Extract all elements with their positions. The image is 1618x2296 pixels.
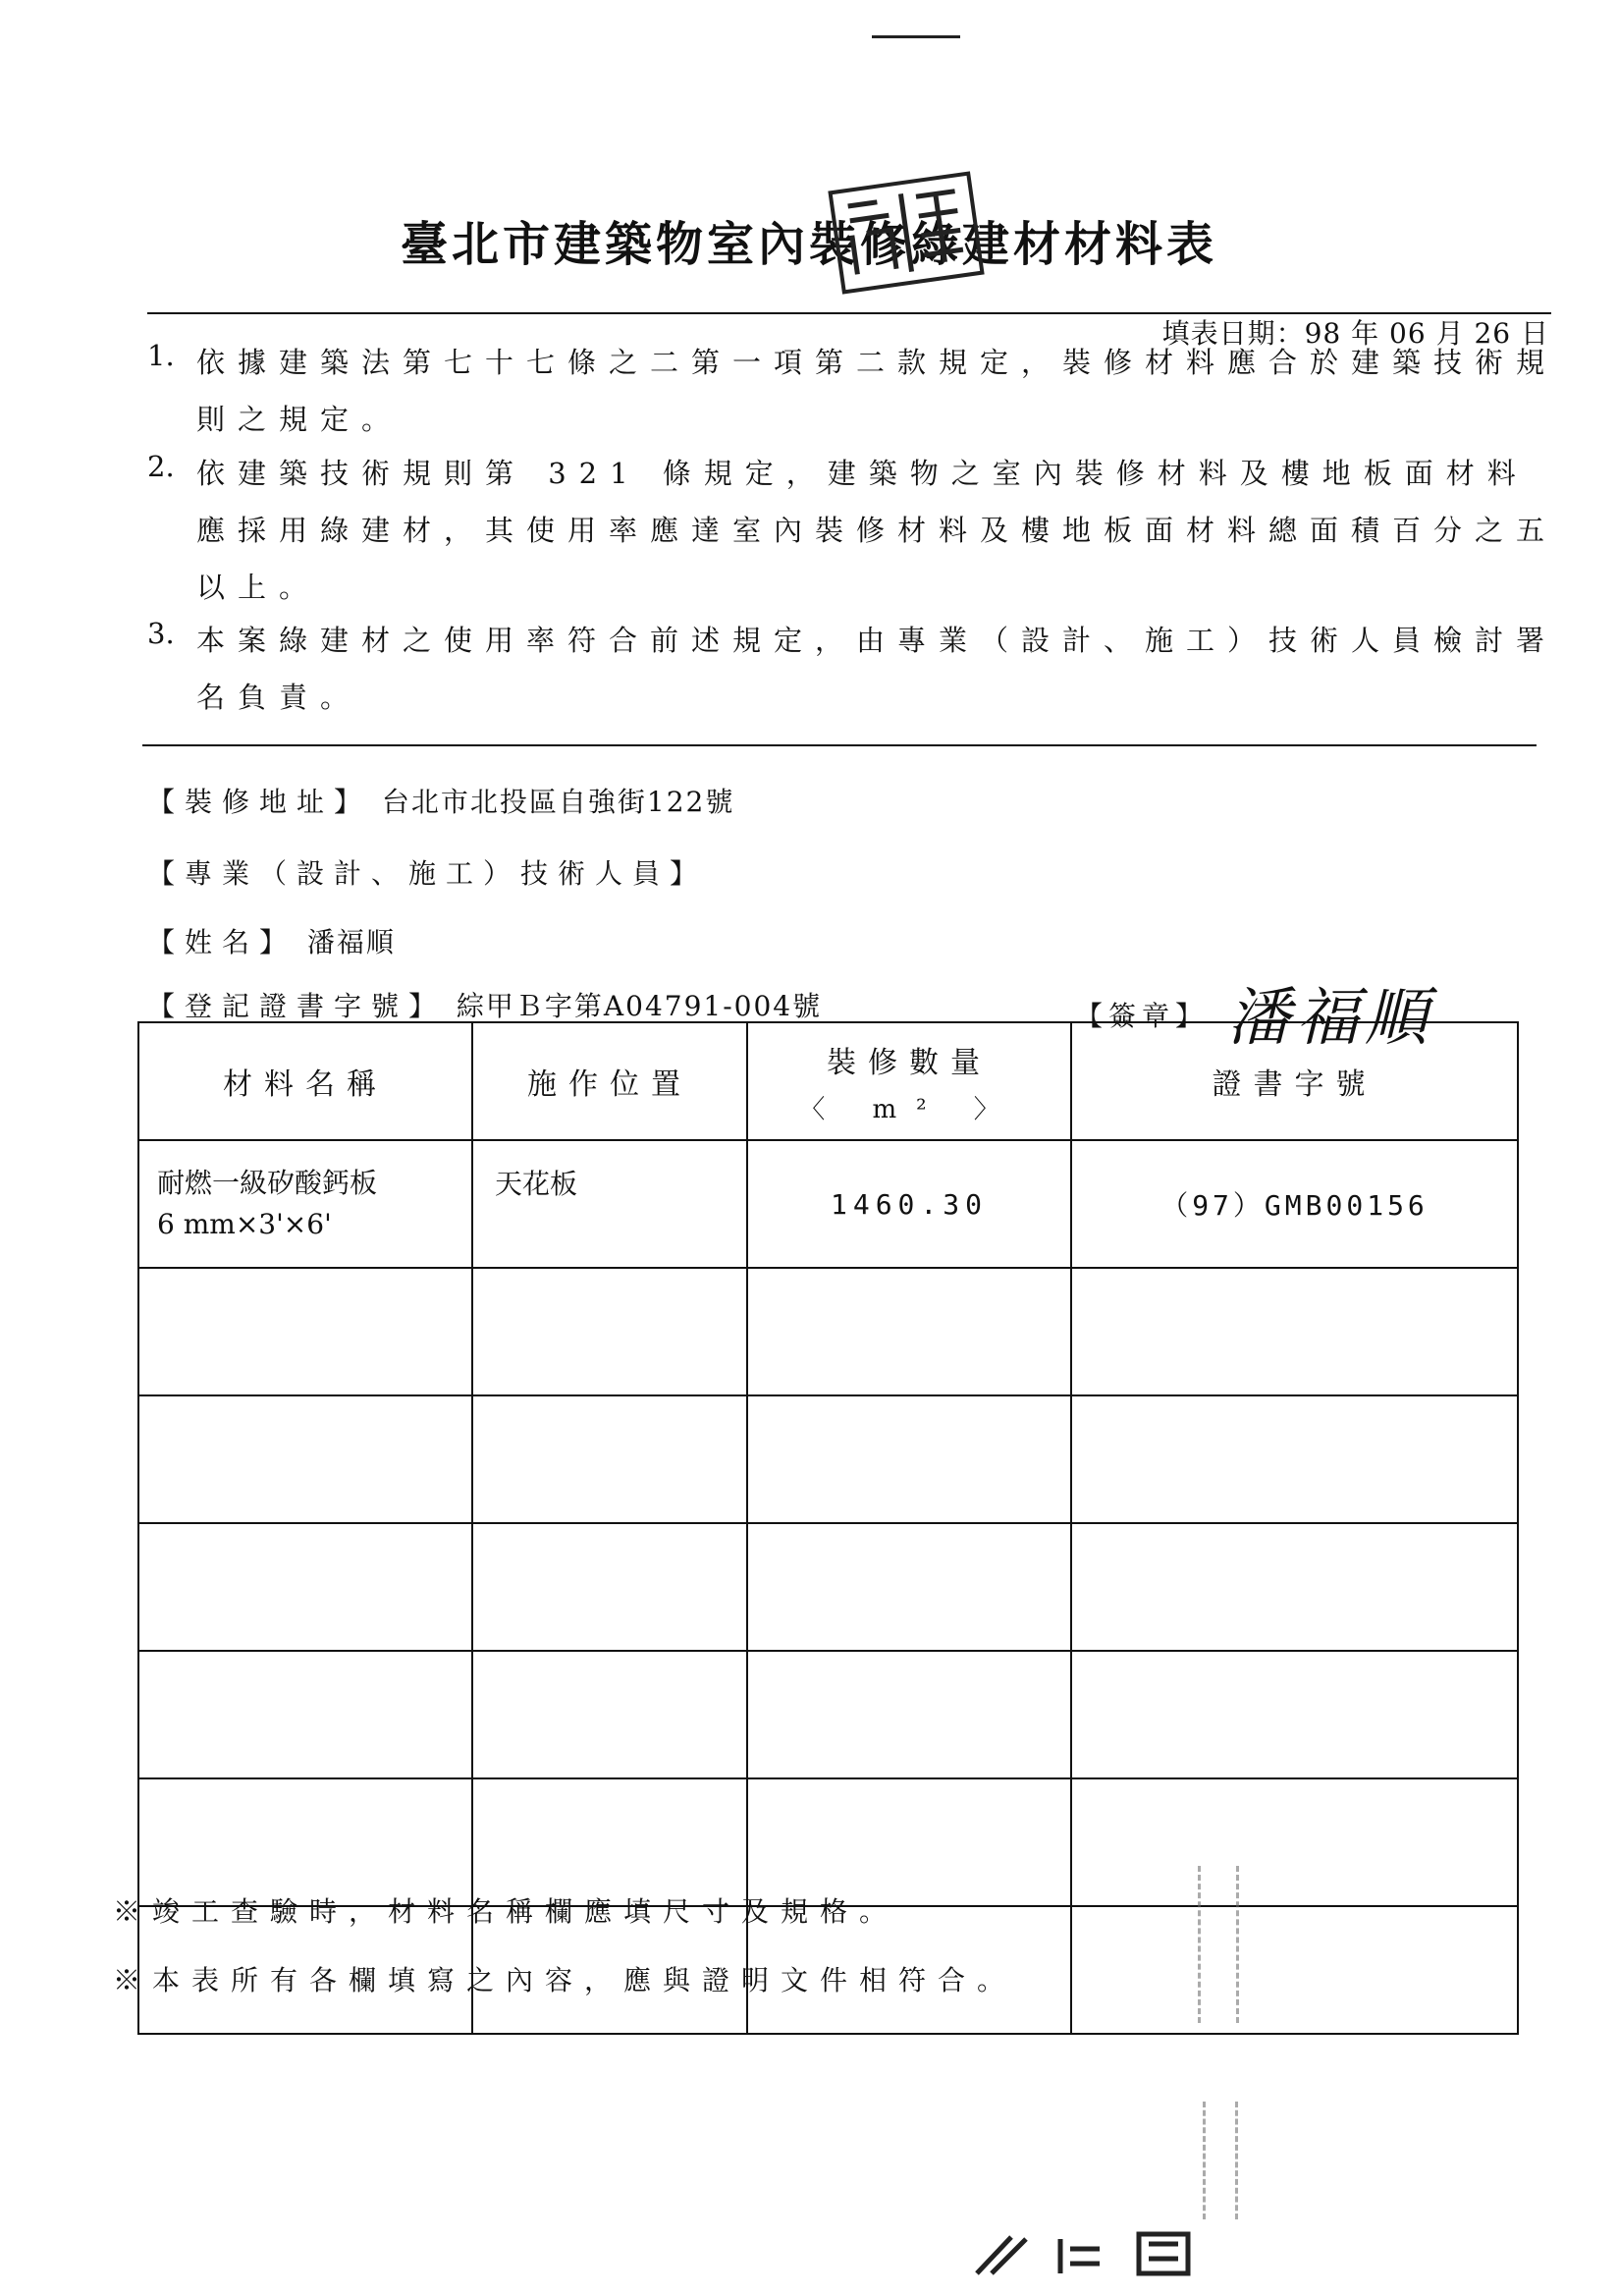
cell-quantity: 1460.30	[747, 1140, 1071, 1268]
header-quantity-unit: 〈 m² 〉	[799, 1094, 1019, 1124]
cell-location: 天花板	[472, 1140, 747, 1268]
address-value: 台北市北投區自強街122號	[381, 786, 735, 818]
materials-table	[137, 1021, 1519, 2035]
cell-cert-no	[1071, 1395, 1518, 1523]
note-text: 依據建築法第七十七條之二第一項第二款規定，裝修材料應合於建築技術規則之規定。	[196, 346, 1558, 436]
cell-material	[138, 1268, 472, 1395]
note-number: 1.	[147, 339, 175, 372]
notes-divider	[142, 744, 1537, 746]
cell-material	[138, 1523, 472, 1651]
header-location: 施作位置	[472, 1022, 747, 1140]
cell-cert-no	[1071, 1651, 1518, 1778]
table-row	[138, 1140, 1518, 1268]
table-row	[138, 1778, 1518, 1906]
header-quantity	[747, 1022, 1071, 1140]
cell-material	[138, 1140, 472, 1268]
cell-location	[472, 1523, 747, 1651]
header-cert-no: 證書字號	[1071, 1022, 1518, 1140]
cell-quantity	[747, 1268, 1071, 1395]
official-seal	[826, 169, 987, 297]
page-title: 臺北市建築物室內裝修綠建材材料表	[400, 217, 1217, 272]
address-label: 【裝修地址】	[147, 786, 372, 818]
professional-field	[147, 852, 707, 892]
signature-label: 【簽章】	[1075, 1000, 1210, 1032]
edge-stamp-mark	[1203, 2102, 1238, 2219]
footnote: ※竣工查驗時，材料名稱欄應填尺寸及規格。	[113, 1895, 899, 1928]
cell-material	[138, 1395, 472, 1523]
cell-material	[138, 1651, 472, 1778]
note-text: 本案綠建材之使用率符合前述規定，由專業（設計、施工）技術人員檢討署名負責。	[196, 624, 1558, 714]
fill-date: 填表日期：98 年 06 月 26 日	[1161, 317, 1549, 350]
cell-location	[472, 1651, 747, 1778]
scan-mark	[872, 35, 960, 38]
cell-cert-no	[1071, 1268, 1518, 1395]
footnote: ※本表所有各欄填寫之內容，應與證明文件相符合。	[113, 1964, 1017, 1996]
cell-quantity	[747, 1778, 1071, 1906]
cell-cert-no: （97）GMB00156	[1071, 1140, 1518, 1268]
cell-location	[472, 1268, 747, 1395]
edge-stamp-mark	[1198, 1866, 1239, 2023]
table-row	[138, 1651, 1518, 1778]
cert-value: 綜甲Ｂ字第A04791-004號	[456, 990, 823, 1022]
name-label: 【姓名】	[147, 926, 297, 958]
cell-location	[472, 1778, 747, 1906]
cell-cert-no	[1071, 1778, 1518, 1906]
top-divider	[147, 312, 1551, 314]
note-number: 3.	[147, 617, 175, 650]
name-value: 潘福順	[306, 926, 396, 958]
table-row	[138, 1268, 1518, 1395]
header-quantity-label: 裝修數量	[827, 1045, 992, 1080]
cert-field	[147, 985, 822, 1024]
professional-label: 【專業（設計、施工）技術人員】	[147, 857, 708, 890]
cell-cert-no	[1071, 1523, 1518, 1651]
cell-location	[472, 1395, 747, 1523]
material-line1: 耐燃一級矽酸鈣板	[157, 1167, 378, 1199]
signature-handwritten: 潘福順	[1227, 982, 1433, 1055]
cert-label: 【登記證書字號】	[147, 990, 447, 1022]
material-line2: 6 mm×3'×6'	[157, 1208, 332, 1240]
bottom-stamp-mark	[972, 2229, 1198, 2278]
cell-quantity	[747, 1651, 1071, 1778]
note-number: 2.	[147, 450, 175, 483]
table-row	[138, 1395, 1518, 1523]
note-text: 依建築技術規則第 321 條規定，建築物之室內裝修材料及樓地板面材料應採用綠建材，其使用率應達室內裝修材料及樓地板面材料總面積百分之五以上。	[196, 457, 1558, 604]
header-material: 材料名稱	[138, 1022, 472, 1140]
table-header-row	[138, 1022, 1518, 1140]
cell-quantity	[747, 1523, 1071, 1651]
table-row	[138, 1523, 1518, 1651]
name-field	[147, 921, 396, 960]
address-field	[147, 781, 734, 820]
cell-quantity	[747, 1395, 1071, 1523]
cell-cert-no	[1071, 1906, 1518, 2034]
cell-material	[138, 1778, 472, 1906]
